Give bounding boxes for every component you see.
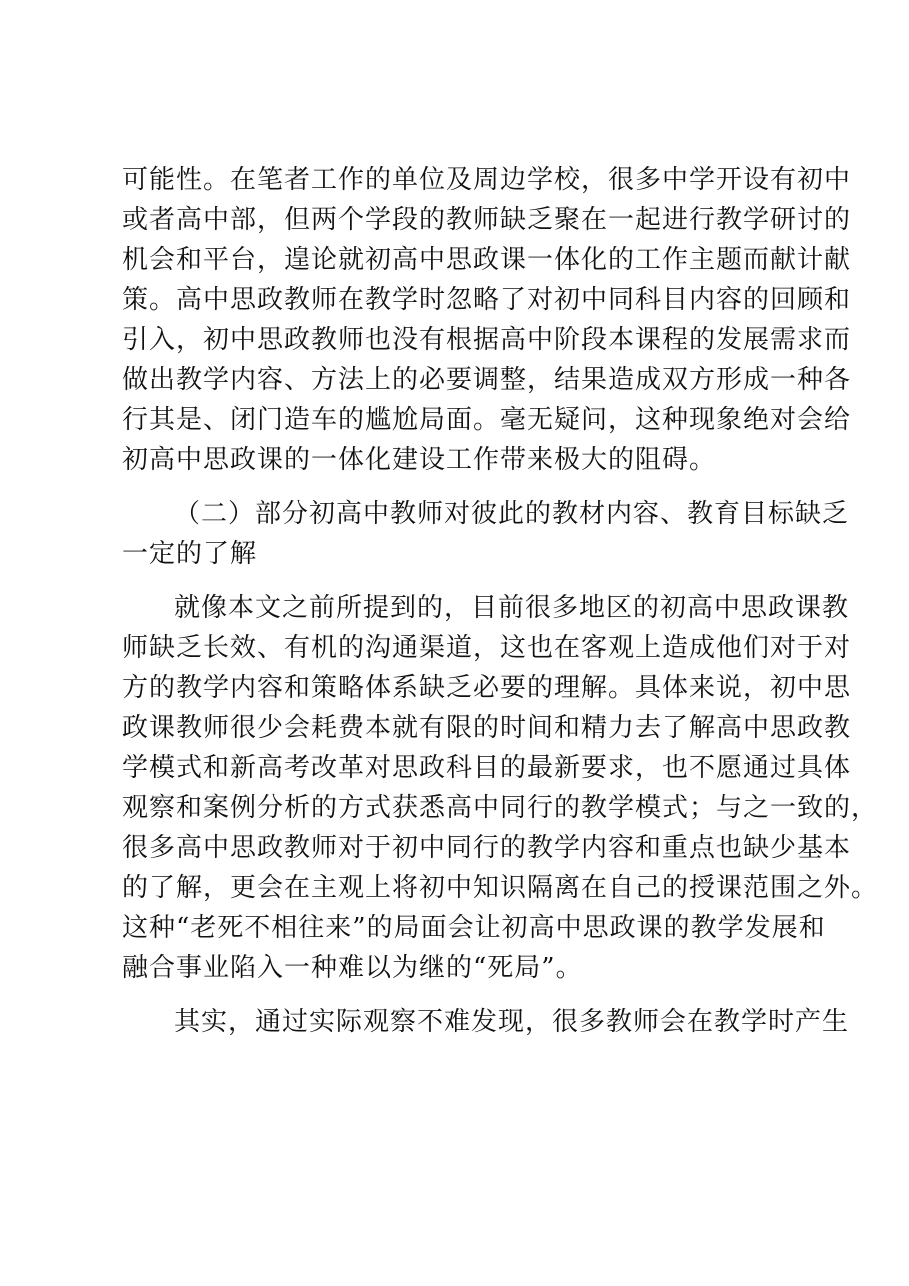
text-line: 师缺乏长效、有机的沟通渠道，这也在客观上造成他们对于对 — [122, 633, 852, 663]
text-line: 可能性。在笔者工作的单位及周边学校，很多中学开设有初中 — [122, 165, 852, 195]
paragraph-3 — [122, 588, 879, 988]
text-line: 机会和平台，遑论就初高中思政课一体化的工作主题而献计献 — [122, 245, 852, 275]
heading-line: （二）部分初高中教师对彼此的教材内容、教育目标缺乏 — [174, 499, 850, 529]
text-line: 方的教学内容和策略体系缺乏必要的理解。具体来说，初中思 — [122, 673, 852, 703]
paragraph-1 — [122, 160, 852, 480]
text-line: 的了解，更会在主观上将初中知识隔离在自己的授课范围之外。 — [122, 873, 879, 903]
text-line: 引入，初中思政教师也没有根据高中阶段本课程的发展需求而 — [122, 325, 852, 355]
text-line: 融合事业陷入一种难以为继的“死局”。 — [122, 953, 583, 983]
heading-line: 一定的了解 — [122, 539, 258, 569]
text-line: 政课教师很少会耗费本就有限的时间和精力去了解高中思政教 — [122, 713, 852, 743]
text-line: 行其是、闭门造车的尴尬局面。毫无疑问，这种现象绝对会给 — [122, 405, 852, 435]
section-heading — [122, 494, 850, 574]
text-line: 很多高中思政教师对于初中同行的教学内容和重点也缺少基本 — [122, 833, 852, 863]
paragraph-spacer — [122, 480, 802, 494]
text-line: 其实，通过实际观察不难发现，很多教师会在教学时产生 — [174, 1007, 850, 1037]
text-line: 或者高中部，但两个学段的教师缺乏聚在一起进行教学研讨的 — [122, 205, 852, 235]
paragraph-spacer — [122, 988, 802, 1002]
text-line: 策。高中思政教师在教学时忽略了对初中同科目内容的回顾和 — [122, 285, 852, 315]
paragraph-4 — [122, 1002, 850, 1042]
text-line: 初高中思政课的一体化建设工作带来极大的阻碍。 — [122, 445, 717, 475]
document-body — [122, 160, 879, 1042]
text-line: 做出教学内容、方法上的必要调整，结果造成双方形成一种各 — [122, 365, 852, 395]
text-line: 学模式和新高考改革对思政科目的最新要求，也不愿通过具体 — [122, 753, 852, 783]
text-line: 观察和案例分析的方式获悉高中同行的教学模式；与之一致的， — [122, 793, 879, 823]
paragraph-spacer — [122, 574, 802, 588]
text-line: 就像本文之前所提到的，目前很多地区的初高中思政课教 — [174, 593, 850, 623]
text-line: 这种“老死不相往来”的局面会让初高中思政课的教学发展和 — [122, 913, 826, 943]
